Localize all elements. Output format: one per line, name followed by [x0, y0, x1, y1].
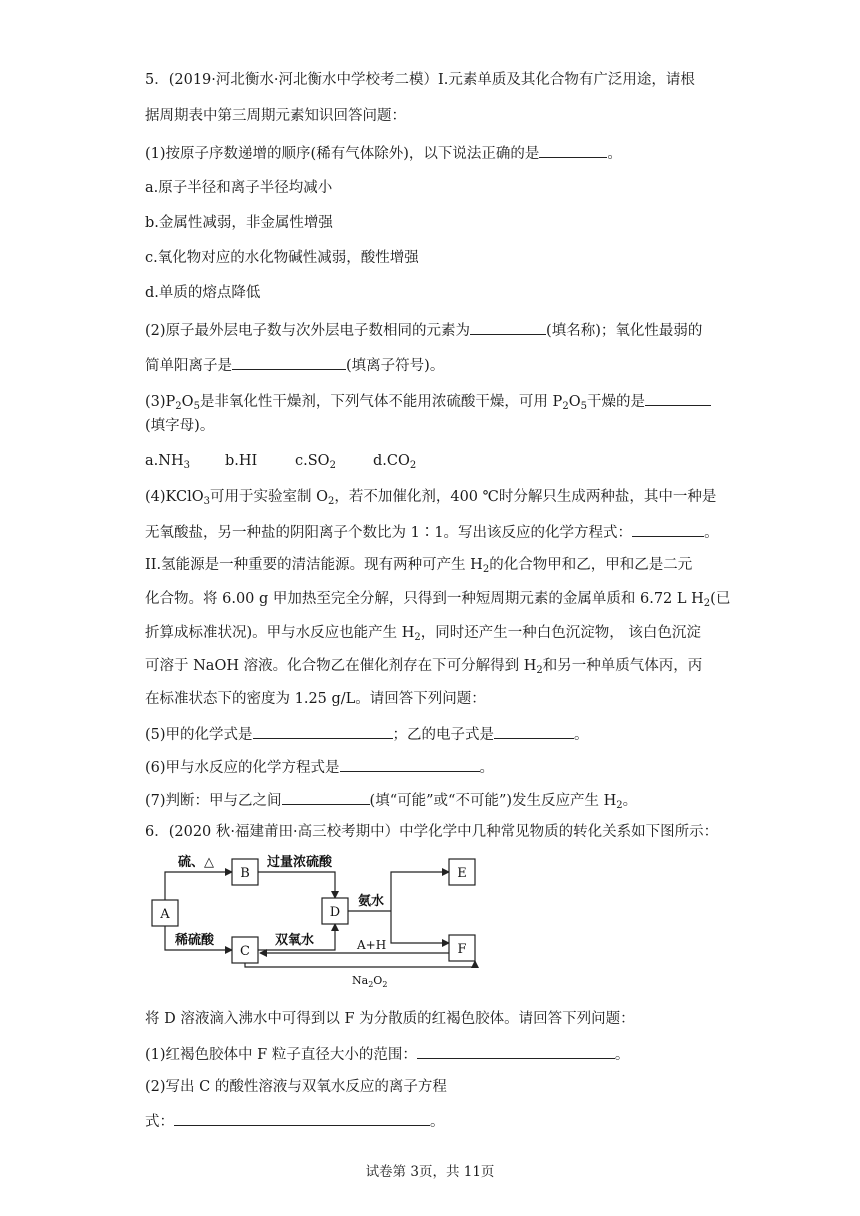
arrow-c-f: [245, 961, 475, 967]
q5-option-b: b.金属性减弱，非金属性增强: [145, 215, 333, 231]
q5-section2: II.氢能源是一种重要的清洁能源。现有两种可产生 $H_2$的化合物甲和乙，甲和乙是二元: [145, 557, 693, 575]
q5-part4: (4)KClO$_3$可用于实验室制 $O_2$，若不加催化剂，400 ℃时分解只生成两种盐，其中一种是: [145, 489, 717, 507]
arrow-b-d: [258, 872, 335, 898]
q5-part6: (6)甲与水反应的化学方程式是 。: [145, 756, 494, 778]
answer-blank[interactable]: [494, 723, 574, 739]
q6-part2: (2)写出 C 的酸性溶液与双氧水反应的离子方程: [145, 1079, 447, 1095]
answer-blank[interactable]: [253, 723, 393, 739]
q5-section2-l4: 可溶于 NaOH 溶液。化合物乙在催化剂存在下可分解得到 $H_2$和另一种单质气体丙，丙: [145, 658, 703, 676]
label-ammonia: 氨水: [358, 894, 385, 909]
q5-part7: (7)判断：甲与乙之间 (填“可能”或“不可能”)发生反应产生 $H_2$。: [145, 789, 637, 811]
q5-part3-cont: (填字母)。: [145, 418, 215, 434]
label-na2o2: $Na_2O_2$: [352, 974, 388, 989]
node-f: F: [457, 942, 467, 957]
label-conc-sulfuric: 过量浓硫酸: [267, 855, 333, 870]
arrow-a-b: [165, 872, 232, 900]
q5-option-c: c.氧化物对应的水化物碱性减弱，酸性增强: [145, 250, 419, 266]
answer-blank[interactable]: [282, 789, 370, 805]
q5-part1: (1)按原子序数递增的顺序(稀有气体除外)，以下说法正确的是 。: [145, 142, 622, 164]
answer-blank[interactable]: [632, 521, 704, 537]
q5-heading-cont: 据周期表中第三周期元素知识回答问题：: [145, 108, 406, 124]
q5-option-a: a.原子半径和离子半径均减小: [145, 180, 333, 196]
node-c: C: [240, 944, 250, 959]
answer-blank[interactable]: [232, 354, 346, 370]
arrow-d-e: [391, 872, 449, 911]
q5-option-d: d.单质的熔点降低: [145, 285, 261, 301]
q5-heading: 5．(2019·河北衡水·河北衡水中学校考二模）I.元素单质及其化合物有广泛用途，请根: [145, 72, 695, 88]
arrow-d-f: [391, 911, 449, 943]
answer-blank[interactable]: [340, 756, 480, 772]
q5-part2: (2)原子最外层电子数与次外层电子数相同的元素为 (填名称)；氧化性最弱的: [145, 319, 702, 341]
label-sulfur-heat: 硫、△: [178, 855, 214, 870]
node-e: E: [457, 866, 467, 881]
conversion-diagram: [145, 850, 495, 989]
answer-blank[interactable]: [645, 390, 711, 406]
answer-blank[interactable]: [539, 142, 607, 158]
q5-part3: $(3)P_2O_5$是非氧化性干燥剂，下列气体不能用浓硫酸干燥，可用 $P_2O_5$干燥的是: [145, 390, 711, 412]
label-a-plus-h: A+H: [357, 938, 387, 952]
q6-intro: 将 D 溶液滴入沸水中可得到以 F 为分散质的红褐色胶体。请回答下列问题：: [145, 1011, 635, 1027]
page-footer: 试卷第 3页，共 11页: [365, 1164, 495, 1180]
q5-part4-cont: 无氧酸盐，另一种盐的阴阳离子个数比为 1∶1。写出该反应的化学方程式： 。: [145, 521, 719, 543]
answer-blank[interactable]: [174, 1110, 430, 1126]
q5-section2-l2: 化合物。将 6.00 g 甲加热至完全分解，只得到一种短周期元素的金属单质和 6.72 L $H_2$(已: [145, 591, 731, 609]
node-d: D: [329, 905, 341, 920]
q5-part5: (5)甲的化学式是 ；乙的电子式是 。: [145, 723, 589, 745]
label-h2o2: 双氧水: [275, 933, 315, 948]
node-a: A: [160, 907, 170, 922]
node-b: B: [240, 866, 250, 881]
q6-part1: (1)红褐色胶体中 F 粒子直径大小的范围： 。: [145, 1043, 629, 1065]
label-dilute-sulfuric: 稀硫酸: [175, 933, 215, 948]
q6-part2-cont: 式： 。: [145, 1110, 445, 1132]
q5-section2-l5: 在标准状态下的密度为 1.25 g/L。请回答下列问题：: [145, 691, 486, 707]
answer-blank[interactable]: [417, 1043, 615, 1059]
q5-part3-options: $a.NH_3$ b.HI $c.SO_2$ $d.CO_2$: [145, 453, 417, 471]
q6-heading: 6．(2020 秋·福建莆田·高三校考期中）中学化学中几种常见物质的转化关系如下图所示：: [145, 824, 719, 840]
answer-blank[interactable]: [470, 319, 546, 335]
q5-part2-cont: 简单阳离子是 (填离子符号)。: [145, 354, 444, 376]
q5-section2-l3: 折算成标准状况)。甲与水反应也能产生 $H_2$，同时还产生一种白色沉淀物， 该白色沉淀: [145, 625, 701, 643]
